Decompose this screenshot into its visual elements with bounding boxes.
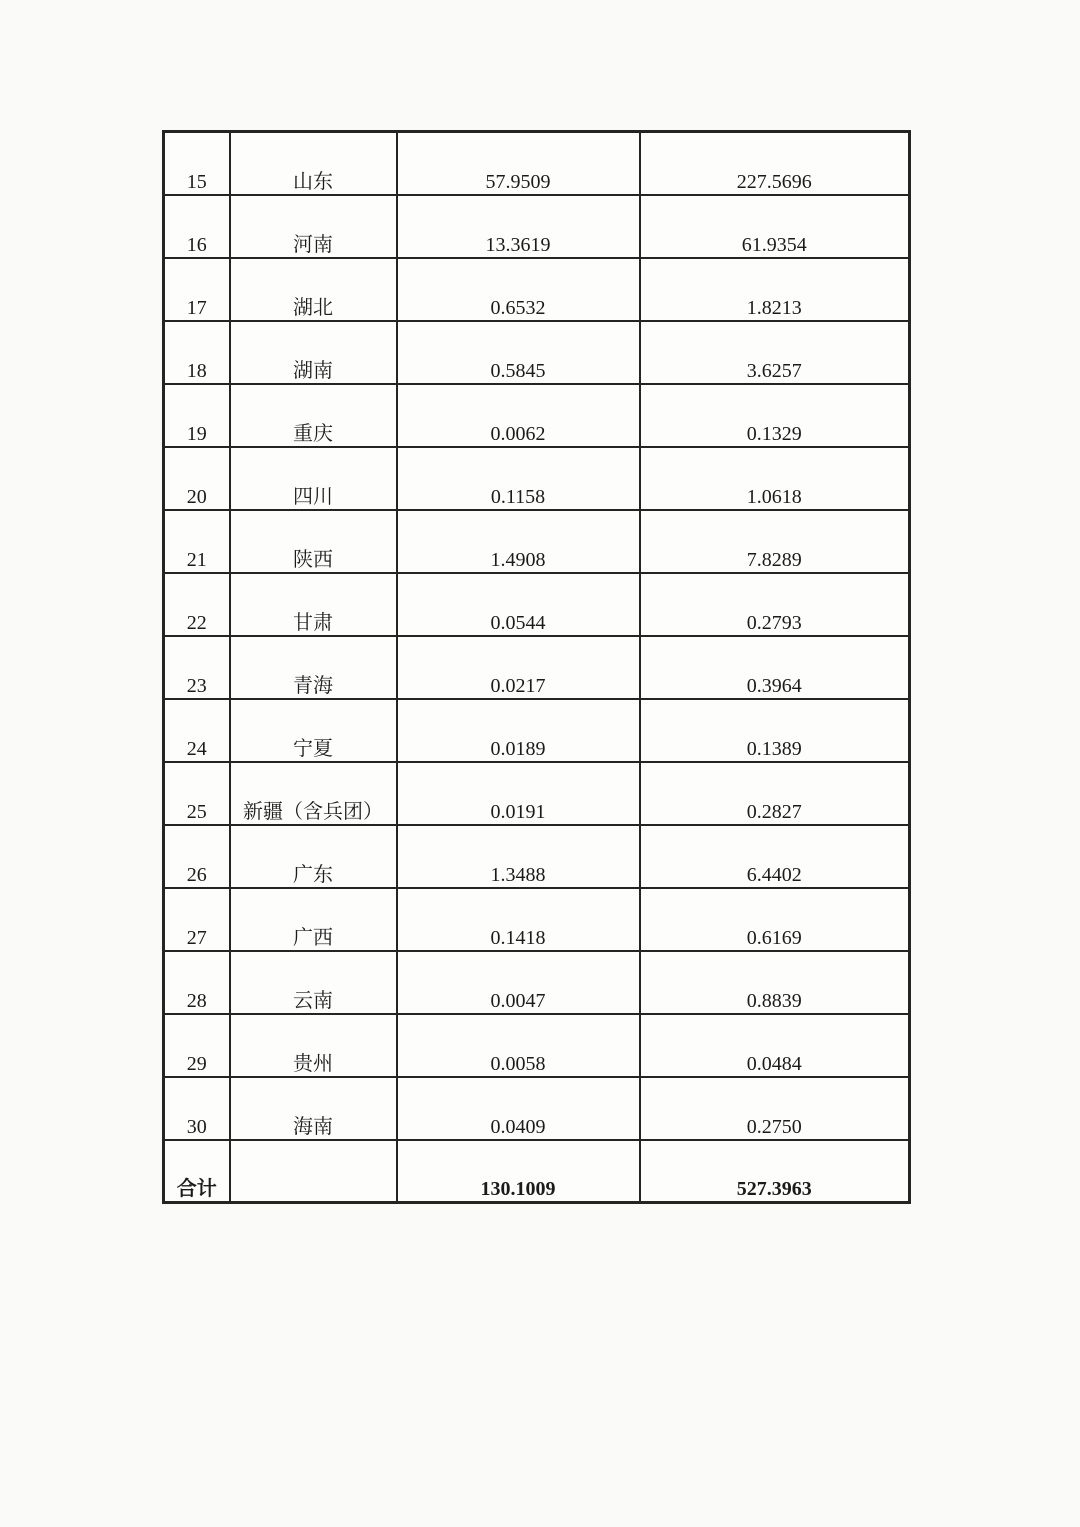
- province-cell: 重庆: [230, 384, 397, 447]
- province-cell: 新疆（含兵团）: [230, 762, 397, 825]
- row-index-cell: 27: [164, 888, 230, 951]
- value2-cell: 6.4402: [640, 825, 910, 888]
- province-cell: 河南: [230, 195, 397, 258]
- data-table: [162, 130, 911, 1204]
- value1-cell: 0.0189: [397, 699, 640, 762]
- row-index-cell: 合计: [164, 1140, 230, 1203]
- row-index-cell: 19: [164, 384, 230, 447]
- row-index-cell: 15: [164, 132, 230, 195]
- value1-cell: 0.1158: [397, 447, 640, 510]
- province-cell: 陕西: [230, 510, 397, 573]
- province-cell: 四川: [230, 447, 397, 510]
- value2-cell: 0.1329: [640, 384, 910, 447]
- value2-cell: 527.3963: [640, 1140, 910, 1203]
- row-index-cell: 16: [164, 195, 230, 258]
- value1-cell: 0.0047: [397, 951, 640, 1014]
- value2-cell: 0.2827: [640, 762, 910, 825]
- province-cell: 贵州: [230, 1014, 397, 1077]
- table-row: [164, 195, 910, 258]
- table-body: [164, 132, 910, 1203]
- value2-cell: 227.5696: [640, 132, 910, 195]
- table-row: [164, 321, 910, 384]
- value1-cell: 1.3488: [397, 825, 640, 888]
- row-index-cell: 24: [164, 699, 230, 762]
- table-row: [164, 258, 910, 321]
- row-index-cell: 30: [164, 1077, 230, 1140]
- value2-cell: 3.6257: [640, 321, 910, 384]
- value1-cell: 13.3619: [397, 195, 640, 258]
- value2-cell: 0.2750: [640, 1077, 910, 1140]
- table-row: [164, 699, 910, 762]
- value2-cell: 7.8289: [640, 510, 910, 573]
- province-cell: 青海: [230, 636, 397, 699]
- province-cell: 湖南: [230, 321, 397, 384]
- row-index-cell: 28: [164, 951, 230, 1014]
- value2-cell: 61.9354: [640, 195, 910, 258]
- value1-cell: 130.1009: [397, 1140, 640, 1203]
- table-row: [164, 447, 910, 510]
- province-cell: [230, 1140, 397, 1203]
- table-row: [164, 510, 910, 573]
- province-cell: 海南: [230, 1077, 397, 1140]
- value2-cell: 0.2793: [640, 573, 910, 636]
- table-row: [164, 384, 910, 447]
- value2-cell: 1.8213: [640, 258, 910, 321]
- value1-cell: 0.6532: [397, 258, 640, 321]
- value2-cell: 0.0484: [640, 1014, 910, 1077]
- province-cell: 广东: [230, 825, 397, 888]
- total-row: [164, 1140, 910, 1203]
- row-index-cell: 25: [164, 762, 230, 825]
- value2-cell: 0.6169: [640, 888, 910, 951]
- table-row: [164, 1014, 910, 1077]
- table-row: [164, 132, 910, 195]
- value2-cell: 0.1389: [640, 699, 910, 762]
- value2-cell: 0.3964: [640, 636, 910, 699]
- province-cell: 山东: [230, 132, 397, 195]
- province-cell: 宁夏: [230, 699, 397, 762]
- value1-cell: 0.0058: [397, 1014, 640, 1077]
- table-row: [164, 825, 910, 888]
- province-cell: 广西: [230, 888, 397, 951]
- province-cell: 湖北: [230, 258, 397, 321]
- row-index-cell: 23: [164, 636, 230, 699]
- row-index-cell: 26: [164, 825, 230, 888]
- value1-cell: 0.0409: [397, 1077, 640, 1140]
- value2-cell: 0.8839: [640, 951, 910, 1014]
- province-cell: 云南: [230, 951, 397, 1014]
- value1-cell: 0.0544: [397, 573, 640, 636]
- value1-cell: 0.0062: [397, 384, 640, 447]
- table-row: [164, 636, 910, 699]
- table-row: [164, 888, 910, 951]
- row-index-cell: 22: [164, 573, 230, 636]
- table-row: [164, 573, 910, 636]
- row-index-cell: 21: [164, 510, 230, 573]
- table-row: [164, 762, 910, 825]
- row-index-cell: 29: [164, 1014, 230, 1077]
- value2-cell: 1.0618: [640, 447, 910, 510]
- province-cell: 甘肃: [230, 573, 397, 636]
- value1-cell: 0.1418: [397, 888, 640, 951]
- table-row: [164, 951, 910, 1014]
- value1-cell: 1.4908: [397, 510, 640, 573]
- row-index-cell: 17: [164, 258, 230, 321]
- value1-cell: 0.0217: [397, 636, 640, 699]
- value1-cell: 0.0191: [397, 762, 640, 825]
- value1-cell: 57.9509: [397, 132, 640, 195]
- row-index-cell: 18: [164, 321, 230, 384]
- row-index-cell: 20: [164, 447, 230, 510]
- value1-cell: 0.5845: [397, 321, 640, 384]
- table-row: [164, 1077, 910, 1140]
